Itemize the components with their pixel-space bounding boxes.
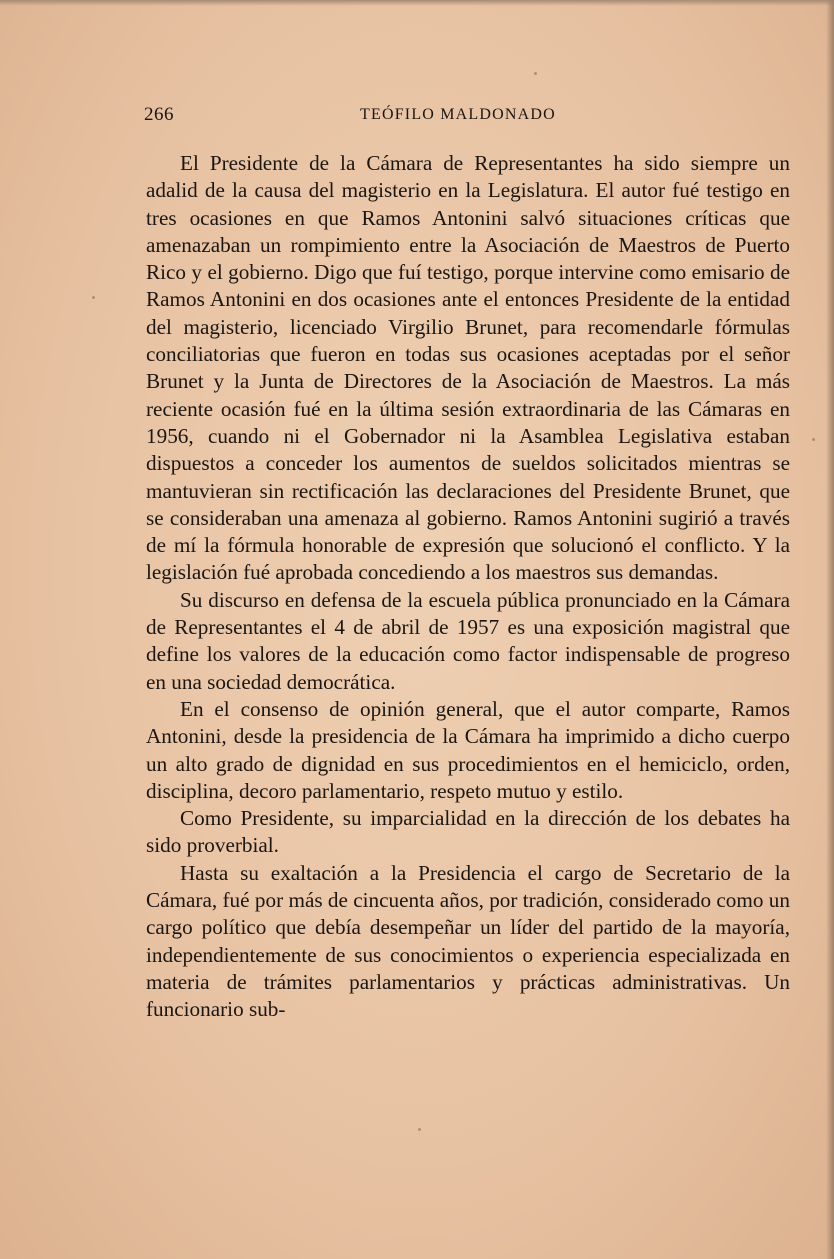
running-head: TEÓFILO MALDONADO [360, 106, 556, 123]
page-top-edge [0, 0, 834, 6]
paragraph: Su discurso en defensa de la escuela pública pronunciado en la Cámara de Representantes el 4 de abril de 1957 es una exposición magistral que define los valores de la educación como factor indispensable de progreso en una sociedad democrática. [146, 587, 790, 694]
paragraph: Hasta su exaltación a la Presidencia el cargo de Secretario de la Cámara, fué por más de cincuenta años, por tradición, considerado como un cargo político que debía desempeñar un líder del partido de la mayoría, independientemente de sus conocimientos o experiencia especializada en materia de trámites parlamentarios y prácticas administrativas. Un funcionario sub- [146, 860, 790, 1022]
paper-speck [812, 438, 815, 441]
paragraph: Como Presidente, su imparcialidad en la dirección de los debates ha sido proverbial. [146, 806, 790, 858]
page-number: 266 [144, 104, 174, 125]
paragraph: En el consenso de opinión general, que el autor comparte, Ramos Antonini, desde la presidencia de la Cámara ha imprimido a dicho cuerpo un alto grado de dignidad en sus procedimientos en el hemiciclo, orden, disciplina, decoro parlamentario, respeto mutuo y estilo. [146, 696, 790, 803]
paper-speck [418, 1128, 421, 1131]
paper-speck [92, 296, 95, 299]
body-text [146, 150, 790, 1024]
paper-speck [534, 72, 537, 75]
paragraph: El Presidente de la Cámara de Representantes ha sido siempre un adalid de la causa del magisterio en la Legislatura. El autor fué testigo en tres ocasiones en que Ramos Antonini salvó situaciones críticas que amenazaban un rompimiento entre la Asociación de Maestros de Puerto Rico y el gobierno. Digo que fuí testigo, porque intervine como emisario de Ramos Antonini en dos ocasiones ante el entonces Presidente de la entidad del magisterio, licenciado Virgilio Brunet, para recomendarle fórmulas conciliatorias que fueron en todas sus ocasiones aceptadas por el señor Brunet y la Junta de Directores de la Asociación de Maestros. La más reciente ocasión fué en la última sesión extraordinaria de las Cámaras en 1956, cuando ni el Gobernador ni la Asamblea Legislativa estaban dispuestos a conceder los aumentos de sueldos solicitados mientras se mantuvieran sin rectificación las declaraciones del Presidente Brunet, que se consideraban una amenaza al gobierno. Ramos Antonini sugirió a través de mí la fórmula honorable de expresión que solucionó el conflicto. Y la legislación fué aprobada concediendo a los maestros sus demandas. [146, 151, 790, 585]
page-right-edge [826, 0, 834, 1259]
page-header [144, 100, 790, 130]
